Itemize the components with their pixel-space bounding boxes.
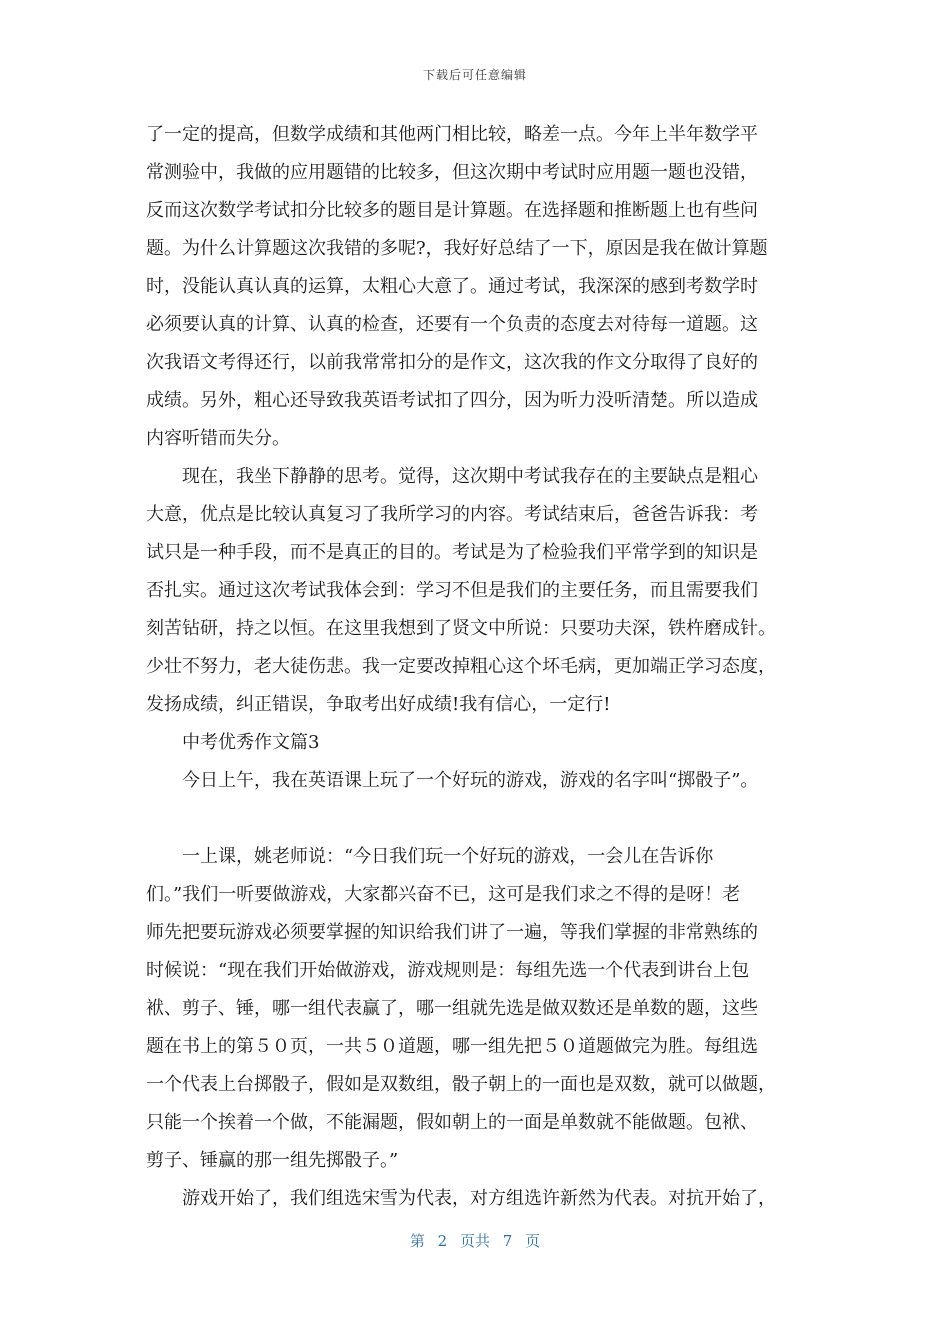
current-page-number: 2: [437, 1232, 448, 1250]
text-line: 题。为什么计算题这次我错的多呢?，我好好总结了一下，原因是我在做计算题: [146, 238, 768, 259]
text-line: 常测验中，我做的应用题错的比较多，但这次期中考试时应用题一题也没错，: [146, 162, 758, 183]
text-line: 袱、剪子、锤，哪一组代表赢了，哪一组就先选是做双数还是单数的题，这些: [146, 998, 758, 1019]
text-line: 一上课，姚老师说：“今日我们玩一个好玩的游戏，一会儿在告诉你: [146, 846, 714, 867]
document-body: [146, 116, 810, 1218]
text-line: 必须要认真的计算、认真的检查，还要有一个负责的态度去对待每一道题。这: [146, 314, 758, 335]
text-line: 刻苦钻研，持之以恒。在这里我想到了贤文中所说：只要功夫深，铁杵磨成针。: [146, 618, 776, 639]
text-line: 题在书上的第５０页，一共５０道题，哪一组先把５０道题做完为胜。每组选: [146, 1036, 758, 1057]
footer-suffix: 页: [525, 1232, 541, 1250]
footer-middle: 页共: [459, 1232, 490, 1250]
section-heading: 中考优秀作文篇3: [146, 732, 320, 753]
text-line: 现在，我坐下静静的思考。觉得，这次期中考试我存在的主要缺点是粗心: [146, 466, 758, 487]
text-line: 今日上午，我在英语课上玩了一个好玩的游戏，游戏的名字叫“掷骰子”。: [146, 770, 759, 791]
text-line: 否扎实。通过这次考试我体会到：学习不但是我们的主要任务，而且需要我们: [146, 580, 758, 601]
text-line: 少壮不努力，老大徒伤悲。我一定要改掉粗心这个坏毛病，更加端正学习态度，: [146, 656, 776, 677]
text-line: 们。”我们一听要做游戏，大家都兴奋不已，这可是我们求之不得的是呀！老: [146, 884, 741, 905]
page-header: 下载后可任意编辑: [422, 68, 527, 82]
text-line: 时候说：“现在我们开始做游戏，游戏规则是：每组先选一个代表到讲台上包: [146, 960, 750, 981]
text-line: 发扬成绩，纠正错误，争取考出好成绩!我有信心，一定行!: [146, 694, 611, 715]
text-line: 次我语文考得还行，以前我常常扣分的是作文，这次我的作文分取得了良好的: [146, 352, 758, 373]
text-line: 大意，优点是比较认真复习了我所学习的内容。考试结束后，爸爸告诉我：考: [146, 504, 758, 525]
text-line: 游戏开始了，我们组选宋雪为代表，对方组选许新然为代表。对抗开始了，: [146, 1188, 776, 1209]
text-line: 一个代表上台掷骰子，假如是双数组，骰子朝上的一面也是双数，就可以做题，: [146, 1074, 776, 1095]
page-footer: [0, 1230, 950, 1251]
footer-prefix: 第: [409, 1232, 425, 1250]
text-line: 反而这次数学考试扣分比较多的题目是计算题。在选择题和推断题上也有些问: [146, 200, 758, 221]
text-line: 师先把要玩游戏必须要掌握的知识给我们讲了一遍，等我们掌握的非常熟练的: [146, 922, 758, 943]
text-line: 时，没能认真认真的运算，太粗心大意了。通过考试，我深深的感到考数学时: [146, 276, 758, 297]
text-line: 内容听错而失分。: [146, 428, 290, 449]
text-line: 了一定的提高，但数学成绩和其他两门相比较，略差一点。今年上半年数学平: [146, 124, 758, 145]
text-line: 只能一个挨着一个做，不能漏题，假如朝上的一面是单数就不能做题。包袱、: [146, 1112, 758, 1133]
blank-line: [146, 800, 810, 838]
text-line: 成绩。另外，粗心还导致我英语考试扣了四分，因为听力没听清楚。所以造成: [146, 390, 758, 411]
total-pages-number: 7: [502, 1232, 513, 1250]
text-line: 试只是一种手段，而不是真正的目的。考试是为了检验我们平常学到的知识是: [146, 542, 758, 563]
text-line: 剪子、锤赢的那一组先掷骰子。”: [146, 1150, 399, 1171]
